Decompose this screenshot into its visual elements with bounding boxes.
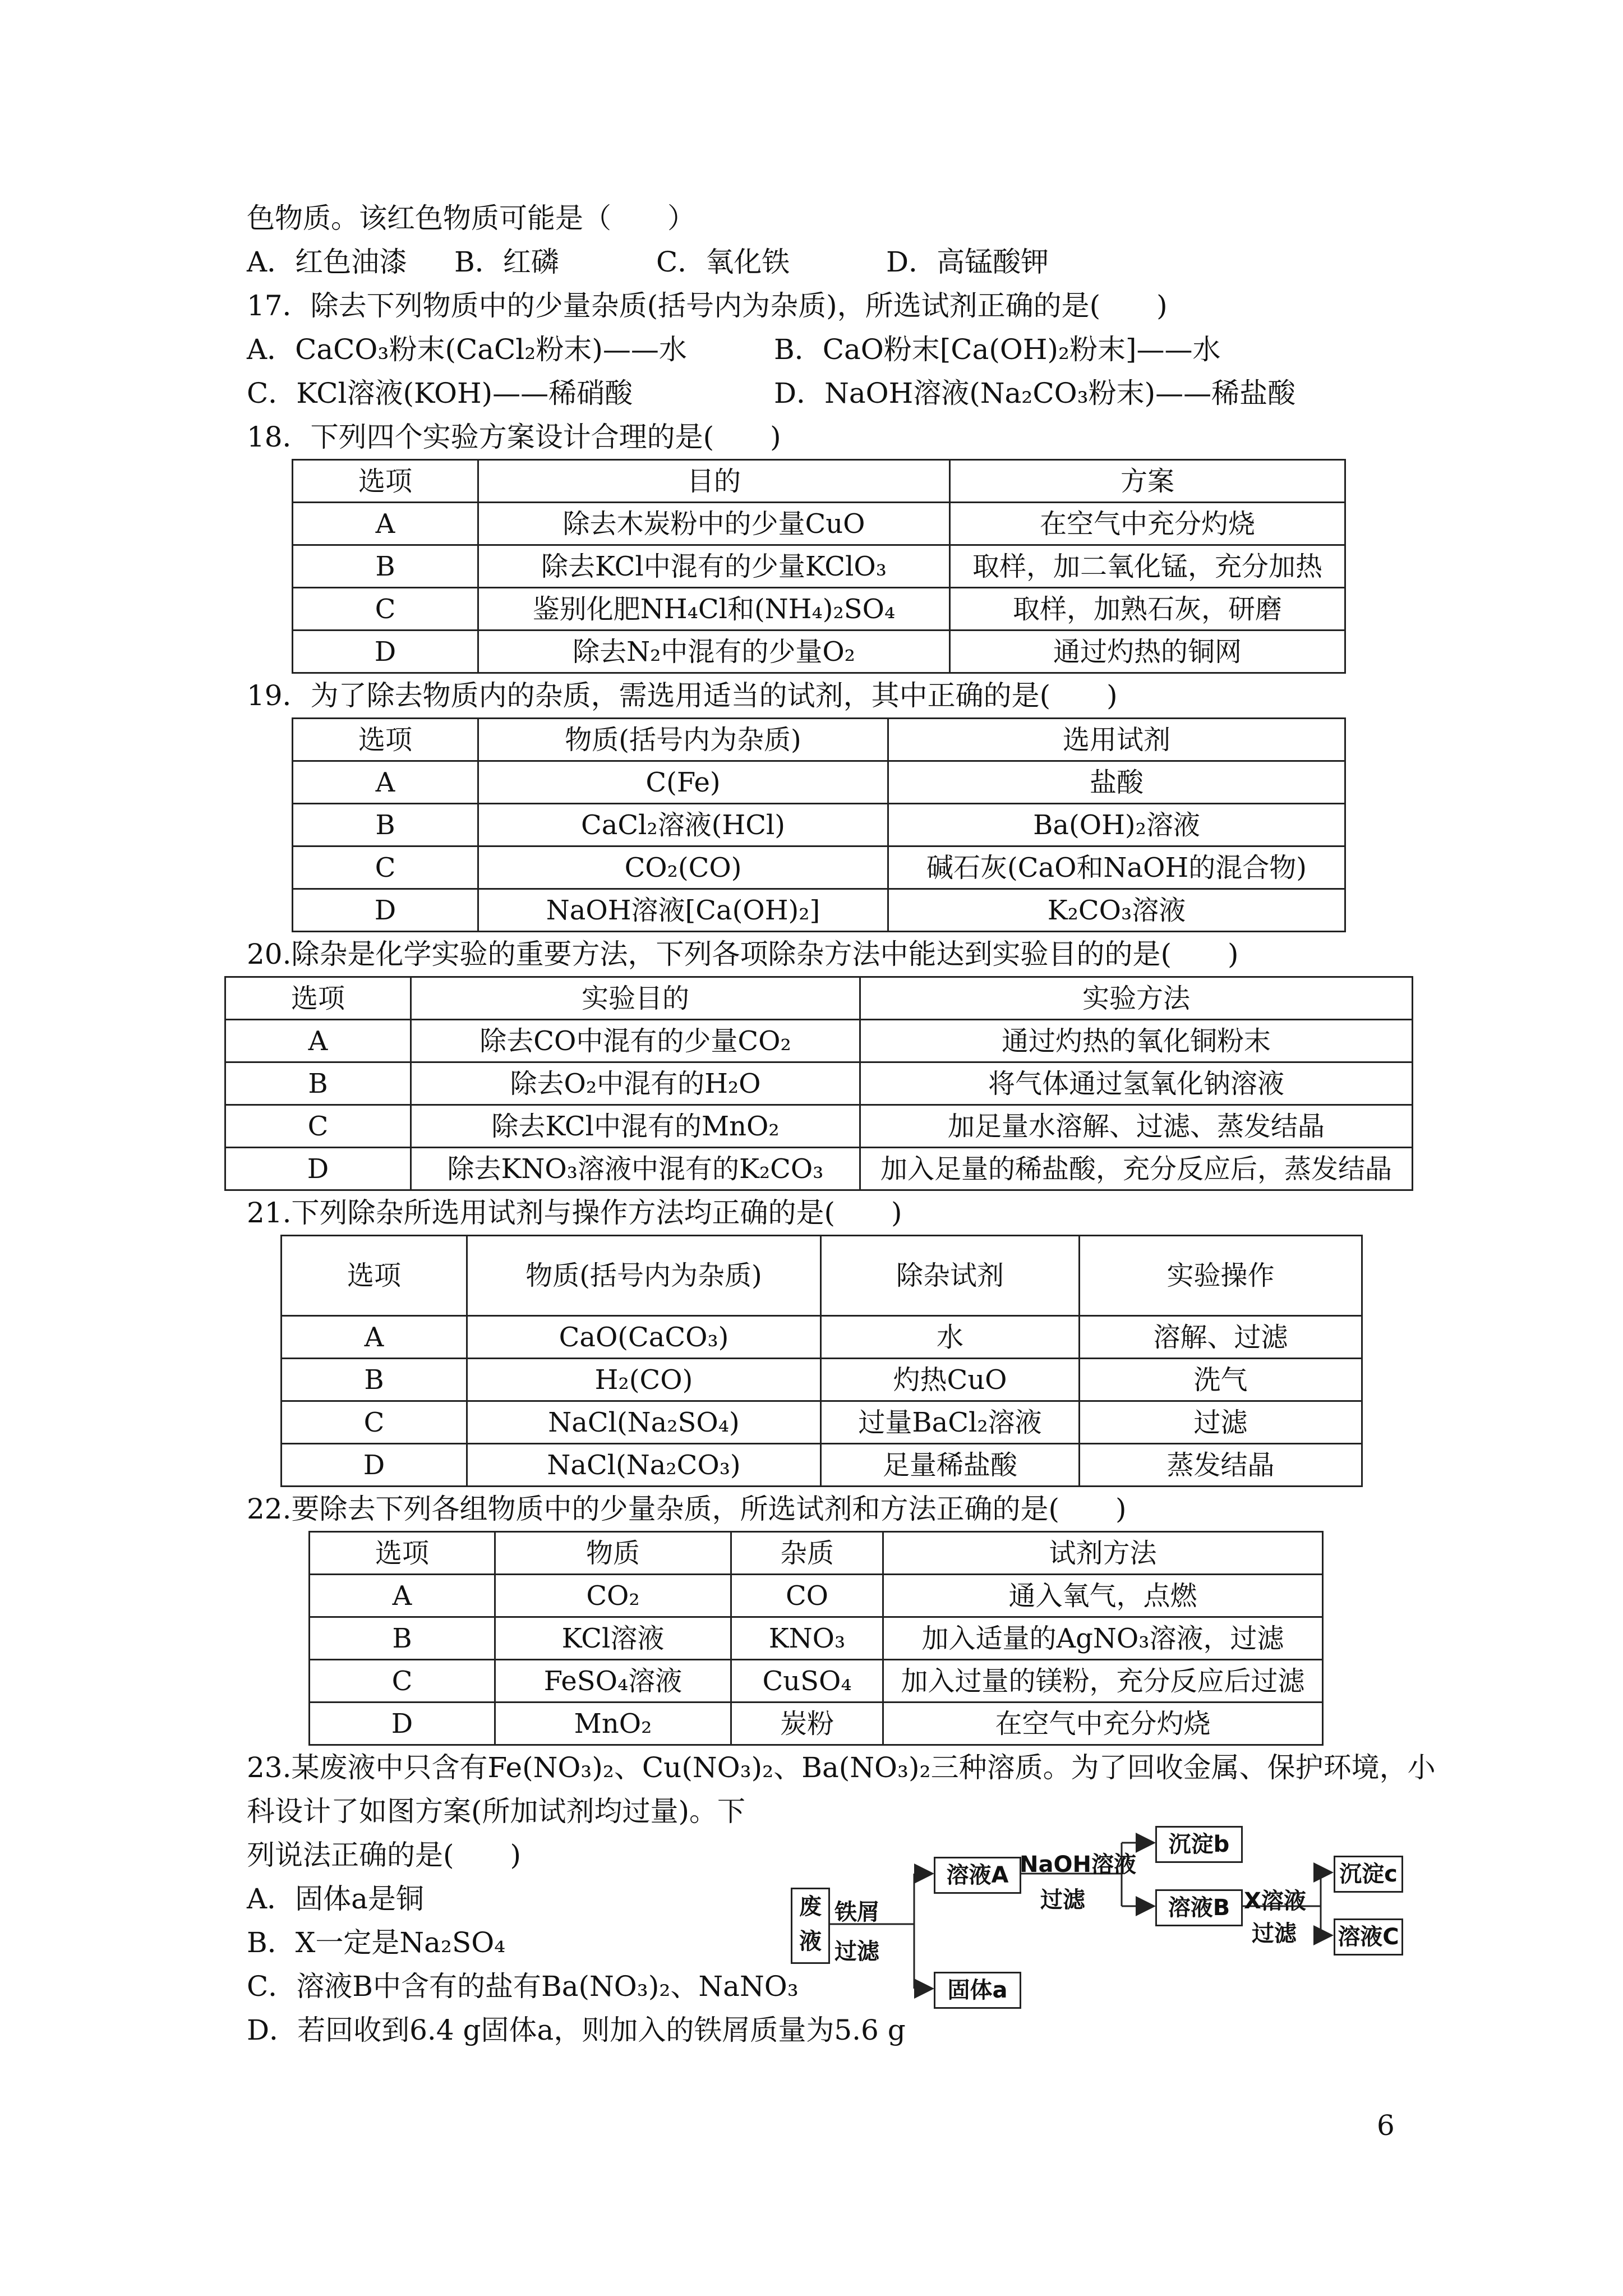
table-cell: D — [225, 1148, 411, 1190]
table-cell: 取样，加二氧化锰，充分加热 — [950, 545, 1345, 588]
q20-stem: 20.除杂是化学实验的重要方法，下列各项除杂方法中能达到实验目的的是( ) — [247, 938, 1239, 970]
table-cell: NaOH溶液[Ca(OH)₂] — [478, 889, 888, 932]
q17-stem: 17．除去下列物质中的少量杂质(括号内为杂质)，所选试剂正确的是( ) — [247, 289, 1168, 322]
table-cell: 鉴别化肥NH₄Cl和(NH₄)₂SO₄ — [478, 588, 950, 631]
table-cell: K₂CO₃溶液 — [888, 889, 1345, 932]
q23-stem-line1: 23.某废液中只含有Fe(NO₃)₂、Cu(NO₃)₂、Ba(NO₃)₂三种溶质。为了回收金属、保护环境，小 — [247, 1751, 1436, 1784]
q16-option-d: D．高锰酸钾 — [886, 246, 1049, 278]
table-cell: CO₂ — [495, 1575, 731, 1617]
step1-reagent-label: 铁屑 — [834, 1899, 879, 1925]
q16-option-c: C．氧化铁 — [656, 246, 790, 278]
solution-b-box: 溶液B — [1155, 1889, 1243, 1926]
table-header-cell: 方案 — [950, 460, 1345, 503]
table-cell: A — [293, 503, 478, 545]
table-header-cell: 选项 — [282, 1236, 467, 1316]
table-cell: 盐酸 — [888, 761, 1345, 804]
table-cell: 加入适量的AgNO₃溶液，过滤 — [883, 1617, 1323, 1660]
q17-option-a: A．CaCO₃粉末(CaCl₂粉末)——水 — [247, 333, 687, 366]
q17-option-b: B．CaO粉末[Ca(OH)₂粉末]——水 — [774, 333, 1221, 366]
table-cell: B — [293, 804, 478, 846]
step2-reagent-label: NaOH溶液 — [1020, 1852, 1136, 1878]
step2-filter-label: 过滤 — [1040, 1887, 1085, 1913]
q19-table — [292, 717, 1346, 932]
q18-stem: 18．下列四个实验方案设计合理的是( ) — [247, 421, 781, 453]
table-cell: 除去KCl中混有的MnO₂ — [411, 1105, 860, 1148]
table-header-row — [225, 977, 1413, 1020]
table-header-row — [293, 460, 1345, 503]
q18-table — [292, 459, 1346, 674]
table-cell: H₂(CO) — [467, 1359, 821, 1401]
table-header-cell: 选项 — [293, 719, 478, 761]
q17-option-d: D．NaOH溶液(Na₂CO₃粉末)——稀盐酸 — [774, 377, 1296, 409]
table-cell: 通入氧气，点燃 — [883, 1575, 1323, 1617]
table-row — [282, 1444, 1362, 1487]
table-cell: NaCl(Na₂SO₄) — [467, 1401, 821, 1444]
table-cell: D — [293, 631, 478, 673]
table-row — [225, 1105, 1413, 1148]
table-cell: C(Fe) — [478, 761, 888, 804]
table-cell: 足量稀盐酸 — [821, 1444, 1080, 1487]
table-row — [225, 1020, 1413, 1062]
table-cell: 除去KCl中混有的少量KClO₃ — [478, 545, 950, 588]
table-cell: 除去CO中混有的少量CO₂ — [411, 1020, 860, 1062]
table-cell: 加入足量的稀盐酸，充分反应后，蒸发结晶 — [860, 1148, 1413, 1190]
table-row — [282, 1401, 1362, 1444]
table-header-cell: 目的 — [478, 460, 950, 503]
q23-option-a: A．固体a是铜 — [247, 1883, 424, 1915]
step1-filter-label: 过滤 — [834, 1939, 879, 1964]
page-content — [247, 196, 1436, 2104]
q19-stem: 19．为了除去物质内的杂质，需选用适当的试剂，其中正确的是( ) — [247, 679, 1118, 712]
table-header-row — [310, 1532, 1323, 1575]
table-cell: 溶解、过滤 — [1080, 1316, 1362, 1359]
q16-option-b: B．红磷 — [454, 246, 559, 278]
q23-option-d: D．若回收到6.4 g固体a，则加入的铁屑质量为5.6 g — [247, 2014, 906, 2046]
table-cell: B — [310, 1617, 495, 1660]
q17-option-c: C．KCl溶液(KOH)——稀硝酸 — [247, 377, 633, 409]
table-cell: 通过灼热的氧化铜粉末 — [860, 1020, 1413, 1062]
table-cell: 蒸发结晶 — [1080, 1444, 1362, 1487]
table-cell: 炭粉 — [731, 1703, 883, 1745]
q21-table — [280, 1235, 1363, 1487]
table-cell: 过量BaCl₂溶液 — [821, 1401, 1080, 1444]
table-cell: CO — [731, 1575, 883, 1617]
table-row — [293, 588, 1345, 631]
q21-stem: 21.下列除杂所选用试剂与操作方法均正确的是( ) — [247, 1197, 902, 1229]
table-cell: Ba(OH)₂溶液 — [888, 804, 1345, 846]
q23-flow-diagram — [785, 1812, 1402, 2070]
q23-stem-line2: 科设计了如图方案(所加试剂均过量)。下 — [247, 1795, 746, 1828]
table-cell: 加入过量的镁粉，充分反应后过滤 — [883, 1660, 1323, 1703]
table-cell: 洗气 — [1080, 1359, 1362, 1401]
table-cell: 取样，加熟石灰，研磨 — [950, 588, 1345, 631]
table-cell: 碱石灰(CaO和NaOH的混合物) — [888, 846, 1345, 889]
q22-stem: 22.要除去下列各组物质中的少量杂质，所选试剂和方法正确的是( ) — [247, 1493, 1127, 1525]
q23-option-b: B．X一定是Na₂SO₄ — [247, 1926, 506, 1959]
table-cell: CaCl₂溶液(HCl) — [478, 804, 888, 846]
q17-options-row2 — [247, 371, 1396, 415]
q16-option-a: A．红色油漆 — [247, 246, 408, 278]
table-cell: B — [225, 1062, 411, 1105]
q23-option-c: C．溶液B中含有的盐有Ba(NO₃)₂、NaNO₃ — [247, 1970, 799, 2003]
table-header-cell: 实验操作 — [1080, 1236, 1362, 1316]
table-cell: NaCl(Na₂CO₃) — [467, 1444, 821, 1487]
table-cell: CO₂(CO) — [478, 846, 888, 889]
table-header-row — [282, 1236, 1362, 1316]
page-number: 6 — [1377, 2109, 1395, 2142]
precipitate-c-box: 沉淀c — [1334, 1856, 1403, 1893]
solution-a-box: 溶液A — [934, 1857, 1021, 1894]
table-cell: 在空气中充分灼烧 — [883, 1703, 1323, 1745]
q16-tail-text: 色物质。该红色物质可能是（ ） — [247, 202, 695, 234]
step3-filter-label: 过滤 — [1252, 1921, 1297, 1947]
table-cell: 除去KNO₃溶液中混有的K₂CO₃ — [411, 1148, 860, 1190]
table-row — [310, 1617, 1323, 1660]
waste-liquid-box: 废液 — [791, 1888, 830, 1964]
solution-c-box: 溶液C — [1334, 1918, 1403, 1955]
table-row — [282, 1316, 1362, 1359]
table-row — [225, 1062, 1413, 1105]
table-cell: B — [282, 1359, 467, 1401]
table-cell: CuSO₄ — [731, 1660, 883, 1703]
table-header-cell: 物质 — [495, 1532, 731, 1575]
table-header-cell: 除杂试剂 — [821, 1236, 1080, 1316]
table-header-cell: 选用试剂 — [888, 719, 1345, 761]
q23-body — [247, 1789, 1399, 2104]
table-cell: C — [282, 1401, 467, 1444]
table-cell: 加足量水溶解、过滤、蒸发结晶 — [860, 1105, 1413, 1148]
table-header-row — [293, 719, 1345, 761]
table-cell: 将气体通过氢氧化钠溶液 — [860, 1062, 1413, 1105]
q23-stem-line3: 列说法正确的是( ) — [247, 1839, 522, 1871]
table-cell: CaO(CaCO₃) — [467, 1316, 821, 1359]
precipitate-b-box: 沉淀b — [1155, 1826, 1243, 1863]
solid-a-box: 固体a — [934, 1972, 1021, 2009]
table-cell: KNO₃ — [731, 1617, 883, 1660]
table-row — [293, 761, 1345, 804]
table-header-cell: 试剂方法 — [883, 1532, 1323, 1575]
table-cell: 水 — [821, 1316, 1080, 1359]
table-cell: D — [293, 889, 478, 932]
table-cell: 过滤 — [1080, 1401, 1362, 1444]
table-row — [293, 804, 1345, 846]
table-row — [293, 545, 1345, 588]
table-cell: 在空气中充分灼烧 — [950, 503, 1345, 545]
table-cell: C — [293, 588, 478, 631]
table-cell: C — [225, 1105, 411, 1148]
table-cell: 灼热CuO — [821, 1359, 1080, 1401]
q20-table — [224, 976, 1413, 1191]
table-cell: A — [225, 1020, 411, 1062]
q16-options — [247, 240, 1396, 284]
table-cell: KCl溶液 — [495, 1617, 731, 1660]
table-header-cell: 选项 — [225, 977, 411, 1020]
table-cell: 除去木炭粉中的少量CuO — [478, 503, 950, 545]
table-header-cell: 物质(括号内为杂质) — [467, 1236, 821, 1316]
table-cell: C — [310, 1660, 495, 1703]
table-cell: 除去O₂中混有的H₂O — [411, 1062, 860, 1105]
table-cell: MnO₂ — [495, 1703, 731, 1745]
table-cell: A — [310, 1575, 495, 1617]
table-cell: C — [293, 846, 478, 889]
step3-reagent-label: X溶液 — [1244, 1888, 1306, 1914]
table-header-cell: 杂质 — [731, 1532, 883, 1575]
table-row — [293, 846, 1345, 889]
table-row — [225, 1148, 1413, 1190]
table-header-cell: 选项 — [293, 460, 478, 503]
table-row — [310, 1703, 1323, 1745]
table-header-cell: 选项 — [310, 1532, 495, 1575]
table-row — [282, 1359, 1362, 1401]
table-header-cell: 实验方法 — [860, 977, 1413, 1020]
table-row — [293, 503, 1345, 545]
table-row — [310, 1575, 1323, 1617]
table-cell: D — [282, 1444, 467, 1487]
q17-options-row1 — [247, 328, 1396, 371]
table-cell: B — [293, 545, 478, 588]
table-cell: 通过灼热的铜网 — [950, 631, 1345, 673]
table-cell: A — [293, 761, 478, 804]
table-header-cell: 实验目的 — [411, 977, 860, 1020]
table-row — [293, 889, 1345, 932]
table-cell: A — [282, 1316, 467, 1359]
table-header-cell: 物质(括号内为杂质) — [478, 719, 888, 761]
table-row — [293, 631, 1345, 673]
q22-table — [308, 1531, 1324, 1746]
table-cell: 除去N₂中混有的少量O₂ — [478, 631, 950, 673]
table-cell: FeSO₄溶液 — [495, 1660, 731, 1703]
table-cell: D — [310, 1703, 495, 1745]
table-row — [310, 1660, 1323, 1703]
